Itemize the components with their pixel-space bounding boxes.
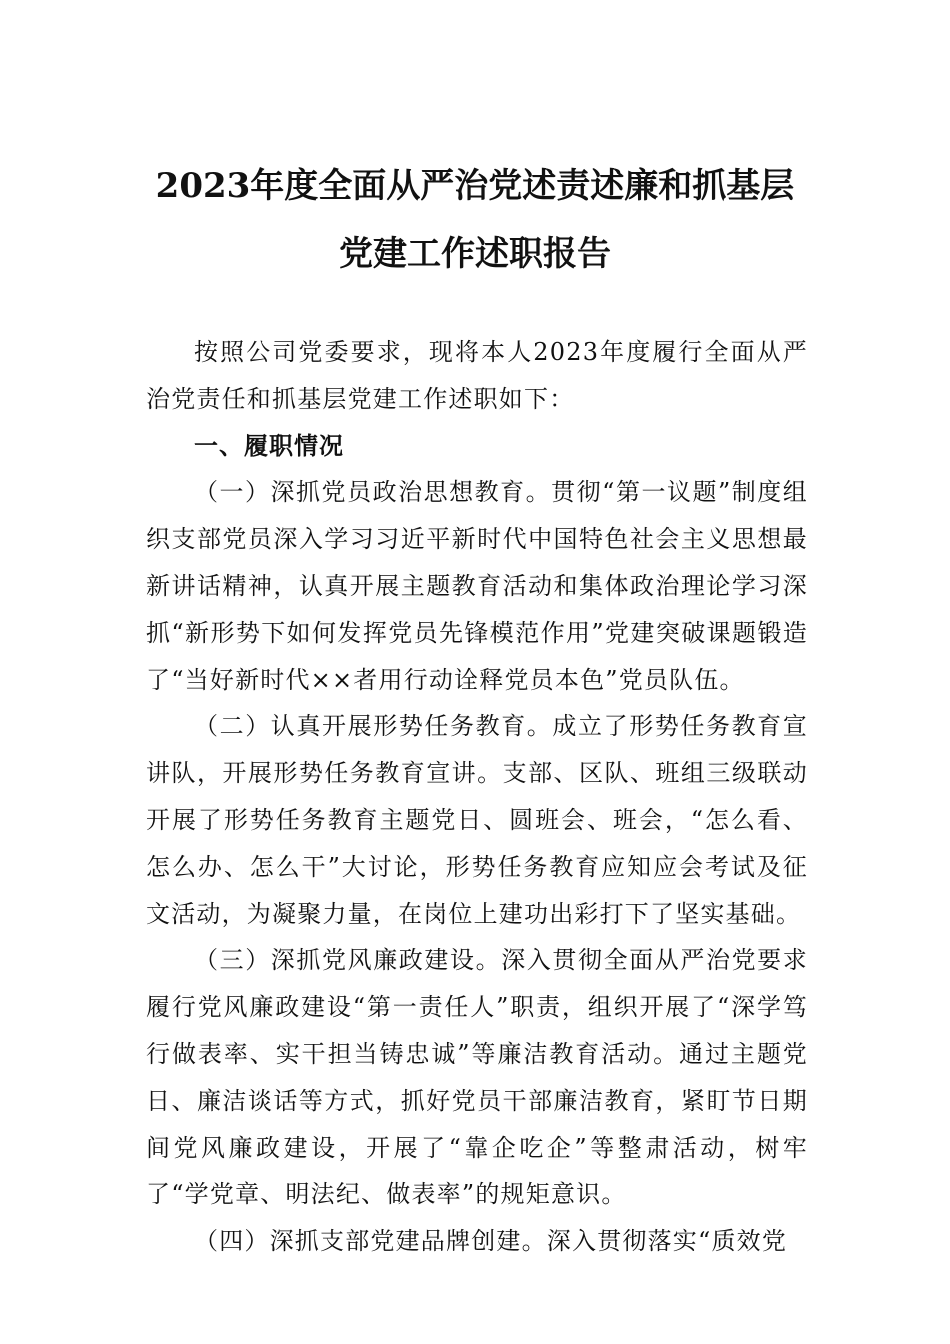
document-title-line1: 2023年度全面从严治党述责述廉和抓基层 — [155, 166, 795, 206]
document-title-line2: 党建工作述职报告 — [339, 234, 611, 274]
document-body — [146, 329, 808, 1265]
intro-paragraph: 按照公司党委要求，现将本人2023年度履行全面从严治党责任和抓基层党建工作述职如下： — [146, 338, 808, 413]
body-paragraph-3: （三）深抓党风廉政建设。深入贯彻全面从严治党要求履行党风廉政建设“第一责任人”职责，组织开展了“深学笃行做表率、实干担当铸忠诚”等廉洁教育活动。通过主题党日、廉洁谈话等方式，抓好党员干部廉洁教育，紧盯节日期间党风廉政建设，开展了“靠企吃企”等整肃活动，树牢了“学党章、明法纪、做表率”的规矩意识。 — [146, 946, 808, 1209]
body-paragraph-1: （一）深抓党员政治思想教育。贯彻“第一议题”制度组织支部党员深入学习习近平新时代中国特色社会主义思想最新讲话精神，认真开展主题教育活动和集体政治理论学习深抓“新形势下如何发挥党员先锋模范作用”党建突破课题锻造了“当好新时代××者用行动诠释党员本色”党员队伍。 — [146, 478, 808, 694]
body-paragraph-2: （二）认真开展形势任务教育。成立了形势任务教育宣讲队，开展形势任务教育宣讲。支部、区队、班组三级联动开展了形势任务教育主题党日、圆班会、班会，“怎么看、怎么办、怎么干”大讨论，形势任务教育应知应会考试及征文活动，为凝聚力量，在岗位上建功出彩打下了坚实基础。 — [146, 712, 808, 928]
body-paragraph-4: （四）深抓支部党建品牌创建。深入贯彻落实“质效党 — [194, 1227, 788, 1256]
section-heading: 一、履职情况 — [194, 431, 344, 460]
